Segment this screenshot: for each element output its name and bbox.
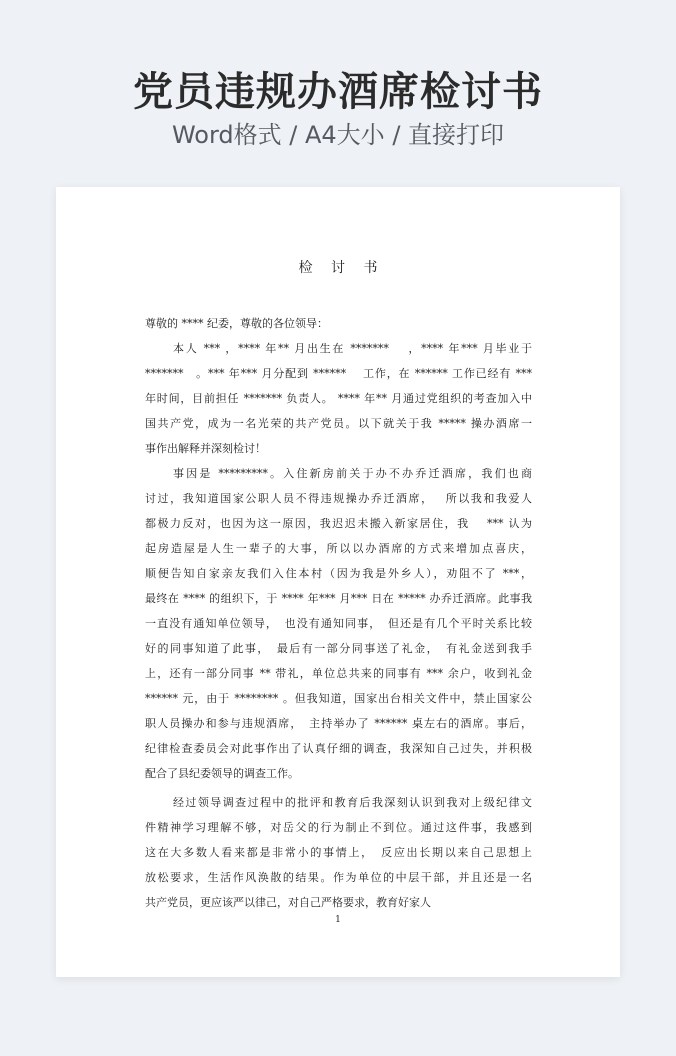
paragraph-line: 好的同事知道了此事， 最后有一部分同事送了礼金， 有礼金送到我手 — [145, 642, 532, 655]
page-number: 1 — [335, 915, 341, 925]
paragraph-line: 讨过，我知道国家公职人员不得违规操办乔迁酒席， 所以我和我爱人 — [145, 492, 532, 505]
document-page — [56, 187, 620, 977]
paragraph-line: ******* 。*** 年*** 月分配到 ****** 工作，在 ****** 工作已经有 *** — [145, 367, 532, 380]
document-body — [145, 311, 532, 915]
paragraph-line: 职人员操办和参与违规酒席， 主持举办了 ****** 桌左右的酒席。事后， — [145, 717, 532, 730]
paragraph-line: 上，还有一部分同事 ** 带礼，单位总共来的同事有 *** 余户，收到礼金 — [145, 667, 532, 680]
paragraph-line: 事作出解释并深刻检讨！ — [145, 442, 266, 455]
paragraph-line: 经过领导调查过程中的批评和教育后我深刻认识到我对上级纪律文 — [173, 796, 532, 809]
salutation: 尊敬的 **** 纪委，尊敬的各位领导： — [145, 317, 328, 330]
paragraph-line: 这在大多数人看来都是非常小的事情上， 反应出长期以来自己思想上 — [145, 846, 532, 859]
paragraph-line: 事因是 *********。入住新房前关于办不办乔迁酒席，我们也商 — [173, 467, 532, 480]
paragraph-line: 共产党员，更应该严以律己，对自己严格要求，教育好家人 — [145, 896, 431, 909]
paragraph-line: 件精神学习理解不够，对岳父的行为制止不到位。通过这件事，我感到 — [145, 821, 532, 834]
paragraph-line: 一直没有通知单位领导， 也没有通知同事， 但还是有几个平时关系比较 — [145, 617, 532, 630]
paragraph-line: 本人 *** ，**** 年** 月出生在 ******* ，**** 年*** 月毕业于 — [173, 342, 532, 355]
paragraph-line: 最终在 **** 的组织下，于 **** 年*** 月*** 日在 ***** 办乔迁酒席。此事我 — [145, 592, 532, 605]
paragraph-line: 年时间，目前担任 ******* 负责人。 **** 年** 月通过党组织的考查加入中 — [145, 392, 532, 405]
paragraph-line: 顺便告知自家亲友我们入住本村（因为我是外乡人），劝阻不了 ***， — [145, 567, 532, 580]
paragraph-line: 放松要求，生活作风涣散的结果。作为单位的中层干部，并且还是一名 — [145, 871, 532, 884]
paragraph-line: 配合了县纪委领导的调查工作。 — [145, 767, 299, 780]
banner-title: 党员违规办酒席检讨书 — [133, 69, 543, 115]
paragraph-line: 纪律检查委员会对此事作出了认真仔细的调查，我深知自己过失，并积极 — [145, 742, 532, 755]
paragraph-line: ****** 元，由于 ******** 。但我知道，国家出台相关文件中，禁止国家公 — [145, 692, 532, 705]
paragraph-line: 国共产党，成为一名光荣的共产党员。以下就关于我 ***** 操办酒席一 — [145, 417, 532, 430]
paragraph-line: 都极力反对，也因为这一原因，我迟迟未搬入新家居住，我 *** 认为 — [145, 517, 532, 530]
document-title: 检 讨 书 — [298, 260, 385, 276]
paragraph-line: 起房造屋是人生一辈子的大事，所以以办酒席的方式来增加点喜庆， — [145, 542, 532, 555]
banner-subtitle: Word格式 / A4大小 / 直接打印 — [171, 121, 505, 149]
